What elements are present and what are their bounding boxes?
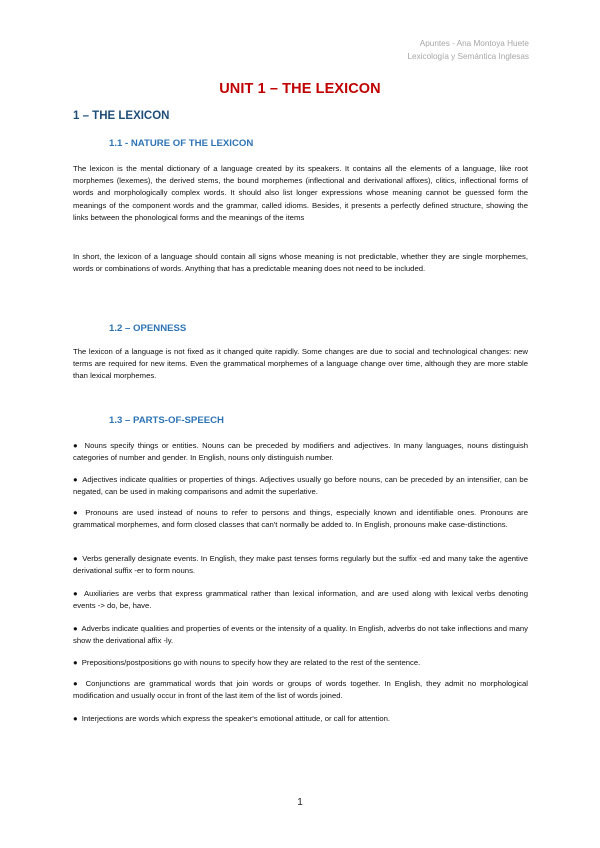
header-course: Lexicología y Semántica Inglesas xyxy=(407,52,529,61)
bullet-verbs xyxy=(73,553,528,577)
bullet-icon: ● xyxy=(73,589,79,598)
bullet-adjectives xyxy=(73,474,528,498)
bullet-prepositions xyxy=(73,657,528,669)
bullet-icon: ● xyxy=(73,441,80,450)
bullet-icon: ● xyxy=(73,679,80,688)
bullet-adverbs xyxy=(73,623,528,647)
bullet-text: Prepositions/postpositions go with nouns to specify how they are related to the rest of the sentence. xyxy=(81,658,421,667)
bullet-auxiliaries xyxy=(73,588,528,612)
subsection-heading-nature: 1.1 - NATURE OF THE LEXICON xyxy=(109,138,254,149)
bullet-text: Pronouns are used instead of nouns to refer to persons and things, especially known and identifiable ones. Pronouns are grammatical morphemes, and form closed classes that can't normally be added to. In English, pronouns make case-distinctions. xyxy=(73,508,528,530)
bullet-icon: ● xyxy=(73,475,79,484)
bullet-pronouns xyxy=(73,507,528,531)
bullet-text: Verbs generally designate events. In English, they make past tenses forms regularly but the suffix -ed and many take the agentive derivational suffix -er to form nouns. xyxy=(73,554,528,576)
bullet-text: Adjectives indicate qualities or properties of things. Adjectives usually go before nouns, can be preceded by an intensifier, can be negated, can be used in making comparisons and admit the superlative. xyxy=(73,475,528,497)
page-header xyxy=(407,37,529,63)
bullet-text: Nouns specify things or entities. Nouns can be preceded by modifiers and adjectives. In many languages, nouns distinguish categories of number and gender. In English, nouns only distinguish number. xyxy=(73,441,528,463)
bullet-text: Interjections are words which express the speaker's emotional attitude, or call for attention. xyxy=(81,714,391,723)
header-author: Apuntes - Ana Montoya Huete xyxy=(419,39,529,48)
section-heading-lexicon: 1 – THE LEXICON xyxy=(73,110,170,122)
bullet-text: Auxiliaries are verbs that express grammatical rather than lexical information, and are used along with lexical verbs denoting events -> do, be, have. xyxy=(73,589,528,611)
bullet-icon: ● xyxy=(73,624,78,633)
bullet-icon: ● xyxy=(73,554,78,563)
subsection-heading-parts-of-speech: 1.3 – PARTS-OF-SPEECH xyxy=(109,415,224,426)
bullet-interjections xyxy=(73,713,528,725)
bullet-text: Conjunctions are grammatical words that join words or groups of words together. In English, they admit no morphological modification and usually occur in front of the last item of the list of words joined. xyxy=(73,679,528,701)
bullet-text: Adverbs indicate qualities and properties of events or the intensity of a quality. In English, adverbs do not take inflections and many show the derivational affix -ly. xyxy=(73,624,528,646)
page-number: 1 xyxy=(297,797,303,808)
openness-paragraph: The lexicon of a language is not fixed as it changed quite rapidly. Some changes are due to social and technological changes: new terms are required for new items. Even the grammatical morphemes of a language change over time, although they are more stable than lexical morphemes. xyxy=(73,347,528,381)
nature-paragraph-2: In short, the lexicon of a language should contain all signs whose meaning is not predictable, whether they are single morphemes, words or combinations of words. Anything that has a predictable meaning does not need to be included. xyxy=(73,252,528,274)
bullet-icon: ● xyxy=(73,508,80,517)
bullet-conjunctions xyxy=(73,678,528,702)
nature-paragraph-1: The lexicon is the mental dictionary of a language created by its speakers. It contains all the elements of a language, like root morphemes (lexemes), the derived stems, the bound morphemes (inflectional and derivational affixes), clitics, inflectional forms of words and morphologically complex words. It should also list longer expressions whose meaning cannot be guessed form the meanings of the component words and the grammar, called idioms. Besides, it presents a perfectly defined structure, showing the links between the phonological forms and the meanings of the items xyxy=(73,164,528,222)
unit-title: UNIT 1 – THE LEXICON xyxy=(219,81,381,97)
bullet-icon: ● xyxy=(73,714,78,723)
bullet-icon: ● xyxy=(73,658,78,667)
bullet-nouns xyxy=(73,440,528,464)
subsection-heading-openness: 1.2 – OPENNESS xyxy=(109,323,187,334)
